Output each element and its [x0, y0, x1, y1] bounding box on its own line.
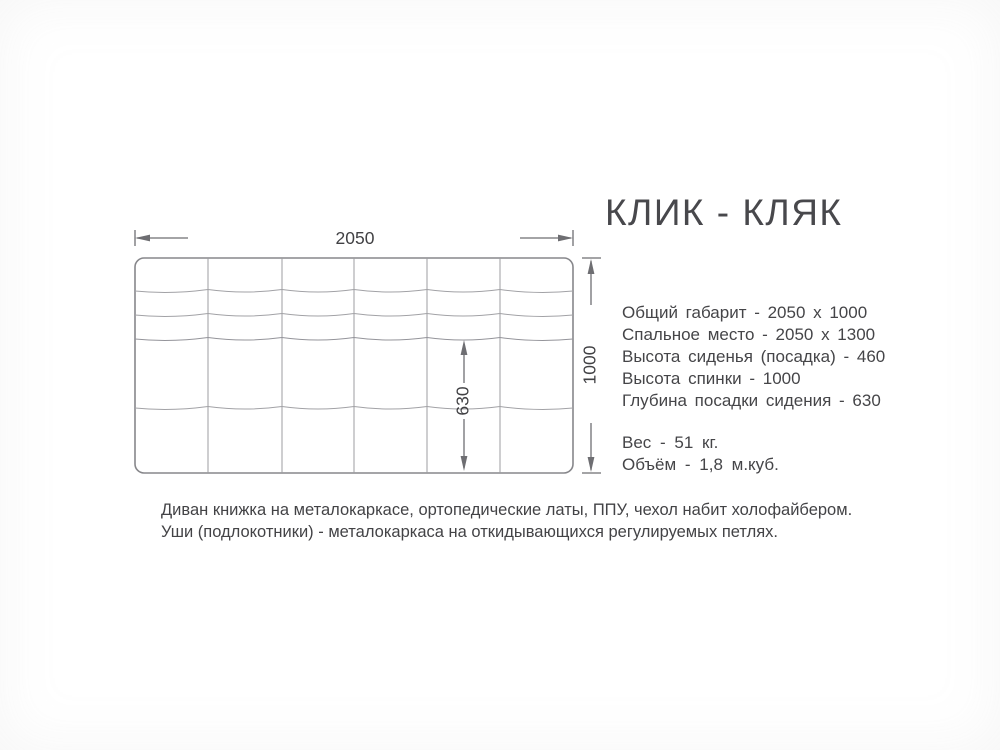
spec-seat-height: Высота сиденья (посадка) - 460 — [622, 347, 886, 366]
product-description — [161, 499, 852, 543]
description-line-2: Уши (подлокотники) - металокаркаса на откидывающихся регулируемых петлях. — [161, 523, 779, 541]
sofa-vertical-seams — [208, 258, 500, 473]
spec-back-height: Высота спинки - 1000 — [622, 369, 801, 388]
dim-overall-width — [135, 228, 573, 248]
dim-overall-width-label: 2050 — [335, 228, 375, 248]
spec-seat-depth: Глубина посадки сидения - 630 — [622, 391, 881, 410]
dim-overall-depth-label: 1000 — [579, 345, 600, 385]
sofa-dimension-diagram — [120, 225, 610, 490]
dim-overall-depth — [580, 258, 601, 473]
spec-volume: Объём - 1,8 м.куб. — [622, 455, 779, 474]
dim-seat-depth-label: 630 — [452, 386, 473, 416]
spec-list — [622, 302, 885, 476]
description-line-1: Диван книжка на металокаркасе, ортопедические латы, ППУ, чехол набит холофайбером. — [161, 501, 853, 519]
spec-overall-size: Общий габарит - 2050 x 1000 — [622, 303, 868, 322]
product-title: КЛИК - КЛЯК — [605, 192, 843, 233]
spec-weight: Вес - 51 кг. — [622, 433, 719, 452]
spec-sleeping-area: Спальное место - 2050 x 1300 — [622, 325, 876, 344]
weight-volume-block — [622, 432, 885, 476]
dim-seat-depth — [453, 340, 473, 471]
